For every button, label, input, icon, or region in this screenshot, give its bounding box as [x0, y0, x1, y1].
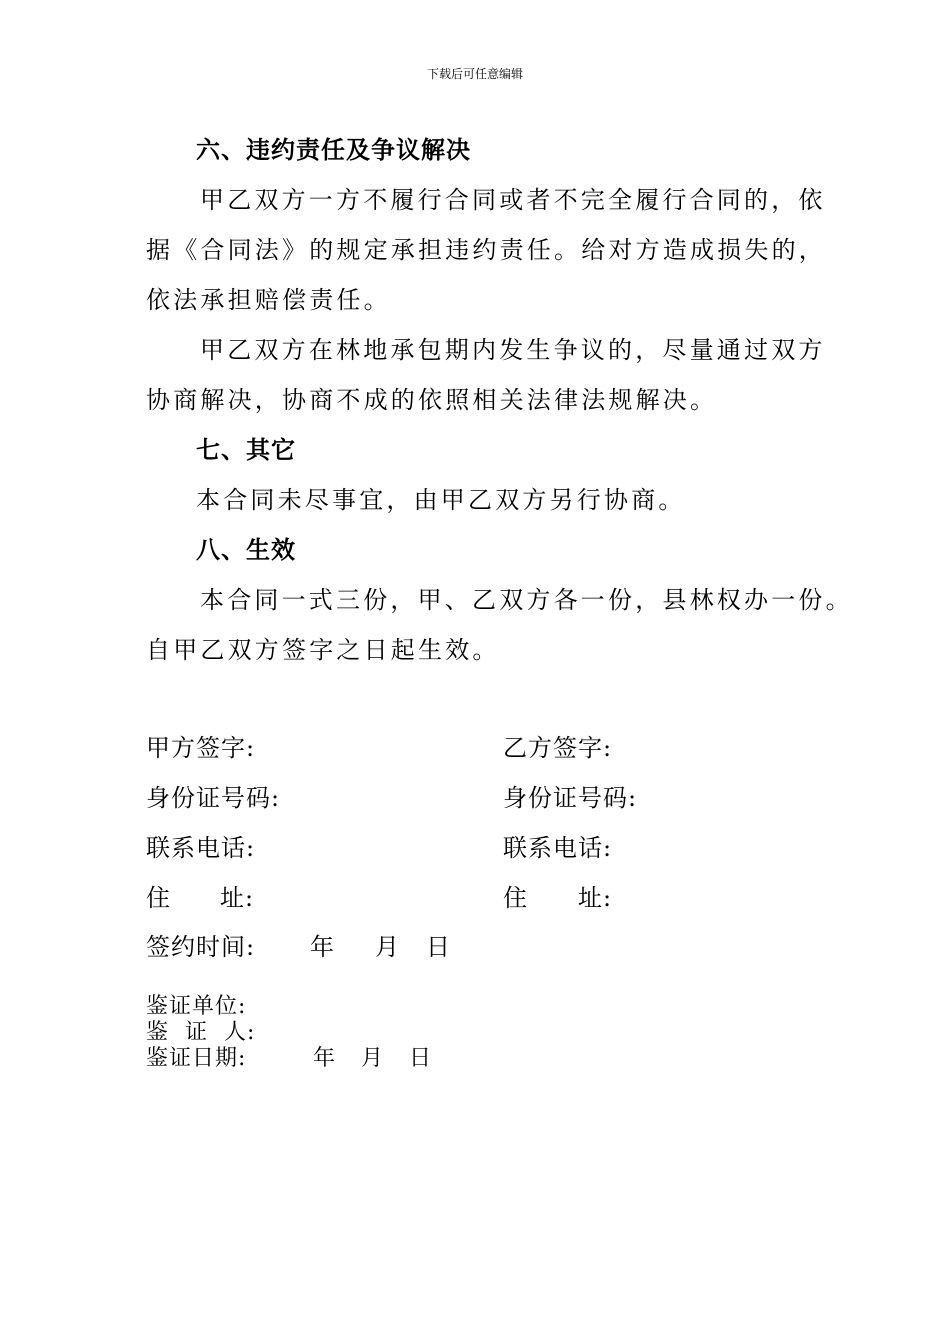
- section-6-paragraph-1-line-3: 依法承担赔偿责任。: [146, 286, 391, 314]
- verification-date-year: 年: [313, 1046, 337, 1071]
- section-7-heading: 七、其它: [196, 435, 296, 464]
- verification-person-label: 鉴 证 人:: [146, 1020, 256, 1045]
- party-a-sign-label: 甲方签字:: [146, 734, 256, 762]
- party-b-phone-label: 联系电话:: [503, 834, 613, 862]
- sign-date-month: 月: [375, 933, 400, 961]
- header-note: 下载后可任意编辑: [426, 67, 523, 81]
- sign-date-label: 签约时间:: [146, 933, 256, 961]
- party-a-phone-label: 联系电话:: [146, 834, 256, 862]
- sign-date-day: 日: [426, 933, 451, 961]
- section-6-paragraph-2-line-2: 协商解决，协商不成的依照相关法律法规解决。: [146, 386, 718, 414]
- party-b-address-label-part-1: 住: [503, 884, 528, 912]
- section-7-paragraph: 本合同未尽事宜，由甲乙双方另行协商。: [196, 486, 686, 514]
- party-a-id-label: 身份证号码:: [146, 784, 281, 812]
- verification-date-label: 鉴证日期:: [146, 1046, 247, 1071]
- verification-unit-label: 鉴证单位:: [146, 994, 247, 1019]
- section-8-heading: 八、生效: [196, 535, 296, 564]
- section-6-paragraph-2-line-1: 甲乙双方在林地承包期内发生争议的，尽量通过双方: [200, 336, 826, 364]
- section-8-paragraph-line-1: 本合同一式三份，甲、乙双方各一份，县林权办一份。: [200, 586, 853, 614]
- verification-date-day: 日: [409, 1046, 433, 1071]
- section-8-paragraph-line-2: 自甲乙双方签字之日起生效。: [146, 636, 500, 664]
- section-6-paragraph-1-line-2: 据《合同法》的规定承担违约责任。给对方造成损失的，: [146, 236, 826, 264]
- verification-date-month: 月: [361, 1046, 385, 1071]
- section-6-paragraph-1-line-1: 甲乙双方一方不履行合同或者不完全履行合同的，依: [200, 186, 826, 214]
- party-b-sign-label: 乙方签字:: [503, 734, 613, 762]
- party-b-id-label: 身份证号码:: [503, 784, 638, 812]
- section-6-heading: 六、违约责任及争议解决: [196, 135, 471, 164]
- party-a-address-label-part-1: 住: [146, 884, 171, 912]
- party-a-address-label-part-2: 址:: [220, 884, 255, 912]
- party-b-address-label-part-2: 址:: [578, 884, 613, 912]
- sign-date-year: 年: [310, 933, 335, 961]
